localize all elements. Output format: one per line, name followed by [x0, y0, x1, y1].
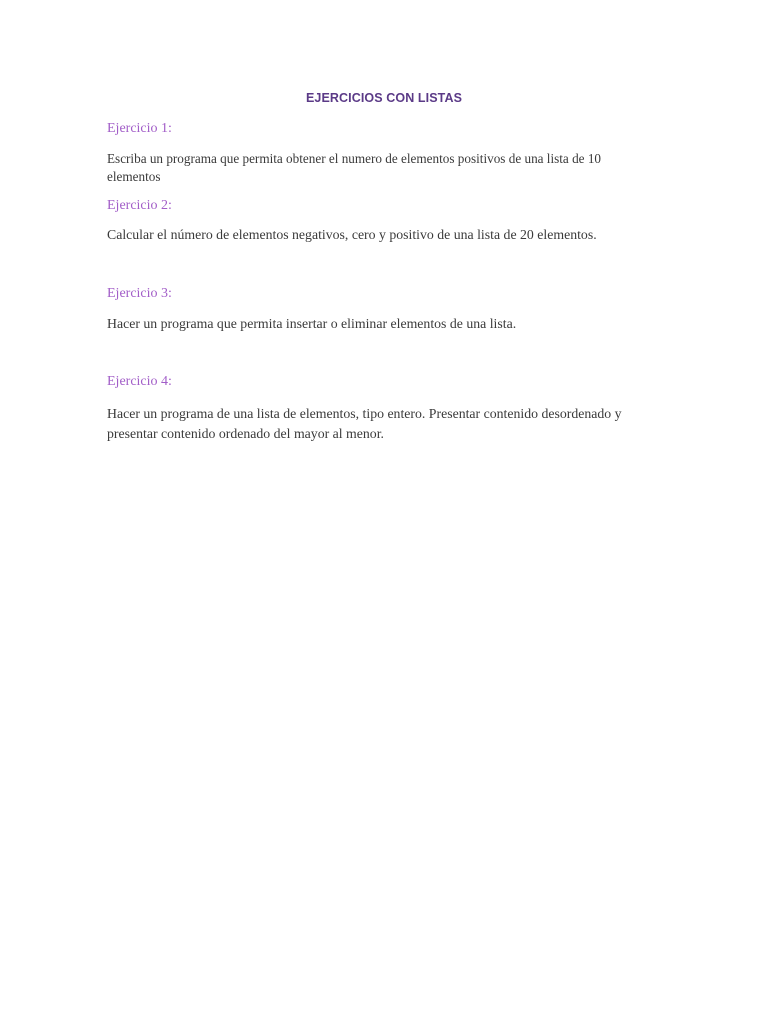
- exercise-1-heading: Ejercicio 1:: [107, 121, 172, 136]
- exercise-3-text: Hacer un programa que permita insertar o eliminar elementos de una lista.: [107, 316, 517, 331]
- exercise-2-text: Calcular el número de elementos negativos, cero y positivo de una lista de 20 elementos.: [107, 227, 597, 242]
- exercise-4-heading: Ejercicio 4:: [107, 374, 172, 389]
- exercise-2-heading: Ejercicio 2:: [107, 198, 172, 213]
- exercise-1-text: Escriba un programa que permita obtener el numero de elementos positivos de una lista de 10 elementos: [107, 151, 602, 184]
- exercise-3-heading: Ejercicio 3:: [107, 286, 172, 301]
- document-title: EJERCICIOS CON LISTAS: [305, 91, 463, 105]
- exercise-4-text: Hacer un programa de una lista de elementos, tipo entero. Presentar contenido desordenado y presentar contenido ordenado del mayor al menor.: [107, 406, 622, 441]
